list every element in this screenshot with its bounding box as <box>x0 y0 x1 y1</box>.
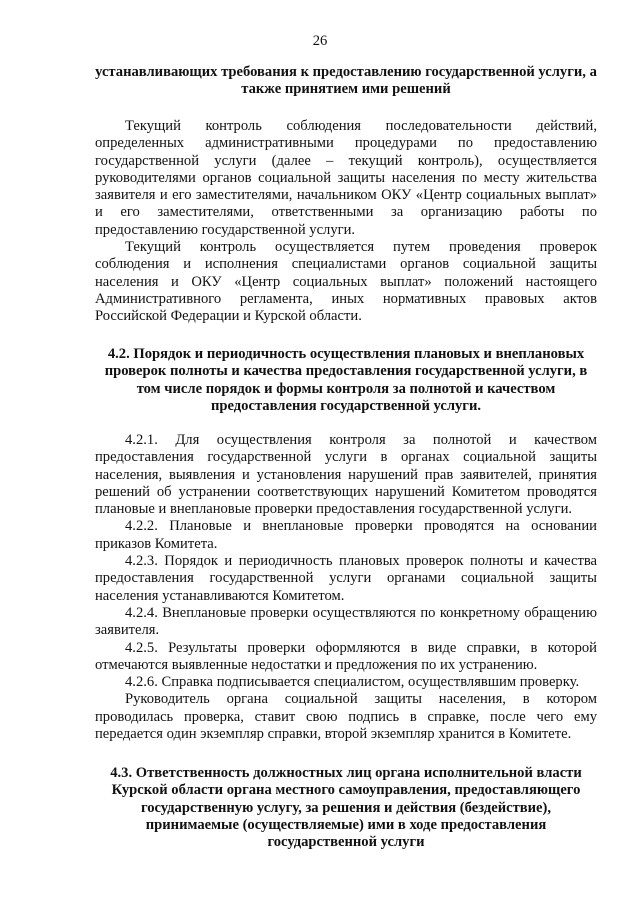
paragraph-4-2-5: 4.2.5. Результаты проверки оформляются в виде справки, в которой отмечаются выявленные недостатки и предложения по их устранению. <box>95 639 597 673</box>
paragraph-4-2-4: 4.2.4. Внеплановые проверки осуществляются по конкретному обращению заявителя. <box>95 604 597 639</box>
paragraph-4-2-2: 4.2.2. Плановые и внеплановые проверки проводятся на основании приказов Комитета. <box>95 518 597 552</box>
section-4-2-paragraphs <box>95 432 597 743</box>
page-number: 26 <box>312 33 328 49</box>
paragraph-current-control-definition: Текущий контроль соблюдения последовательности действий, определенных административными процедурами по предоставлению государственной услуги (далее – текущий контроль), осуществляется руководителями органов социальной защиты населения по месту жительства заявителя и его заместителями, начальником ОКУ «Центр социальных выплат» и его заместителями, ответственными за организацию работы по предоставлению государственной услуги. <box>95 118 597 238</box>
paragraph-current-control-method: Текущий контроль осуществляется путем проведения проверок соблюдения и исполнения специалистами органов социальной защиты населения и ОКУ «Центр социальных выплат» положений настоящего Административного регламента, иных нормативных правовых актов Российской Федерации и Курской области. <box>95 239 597 325</box>
section-heading-4-2: 4.2. Порядок и периодичность осуществления плановых и внеплановых проверок полноты и качества предоставления государственной услуги, в том числе порядок и формы контроля за полнотой и качеством предоставления государственной услуги. <box>104 346 588 414</box>
paragraph-inspection-signature: Руководитель органа социальной защиты населения, в котором проводилась проверка, ставит свою подпись в справке, после чего ему передается один экземпляр справки, второй экземпляр хранится в Комитете. <box>95 691 597 743</box>
top-paragraphs <box>95 118 597 326</box>
paragraph-4-2-1: 4.2.1. Для осуществления контроля за полнотой и качеством предоставления государственной услуги в органах социальной защиты населения, выявления и установления нарушений прав заявителей, принятия решений об устранении соответствующих нарушений Комитетом проводятся плановые и внеплановые проверки предоставления государственной услуги. <box>95 432 597 518</box>
section-heading-4-3: 4.3. Ответственность должностных лиц органа исполнительной власти Курской области органа местного самоуправления, предоставляющего государственную услугу, за решения и действия (бездействие), принимаемые (осуществляемые) ими в ходе предоставления государственной услуги <box>110 765 582 851</box>
paragraph-4-2-6: 4.2.6. Справка подписывается специалистом, осуществлявшим проверку. <box>125 674 580 691</box>
section-heading-continuation: устанавливающих требования к предоставлению государственной услуги, а также принятием ими решений <box>95 64 597 98</box>
paragraph-4-2-3: 4.2.3. Порядок и периодичность плановых проверок полноты и качества предоставления государственной услуги органами социальной защиты населения устанавливаются Комитетом. <box>95 553 597 604</box>
